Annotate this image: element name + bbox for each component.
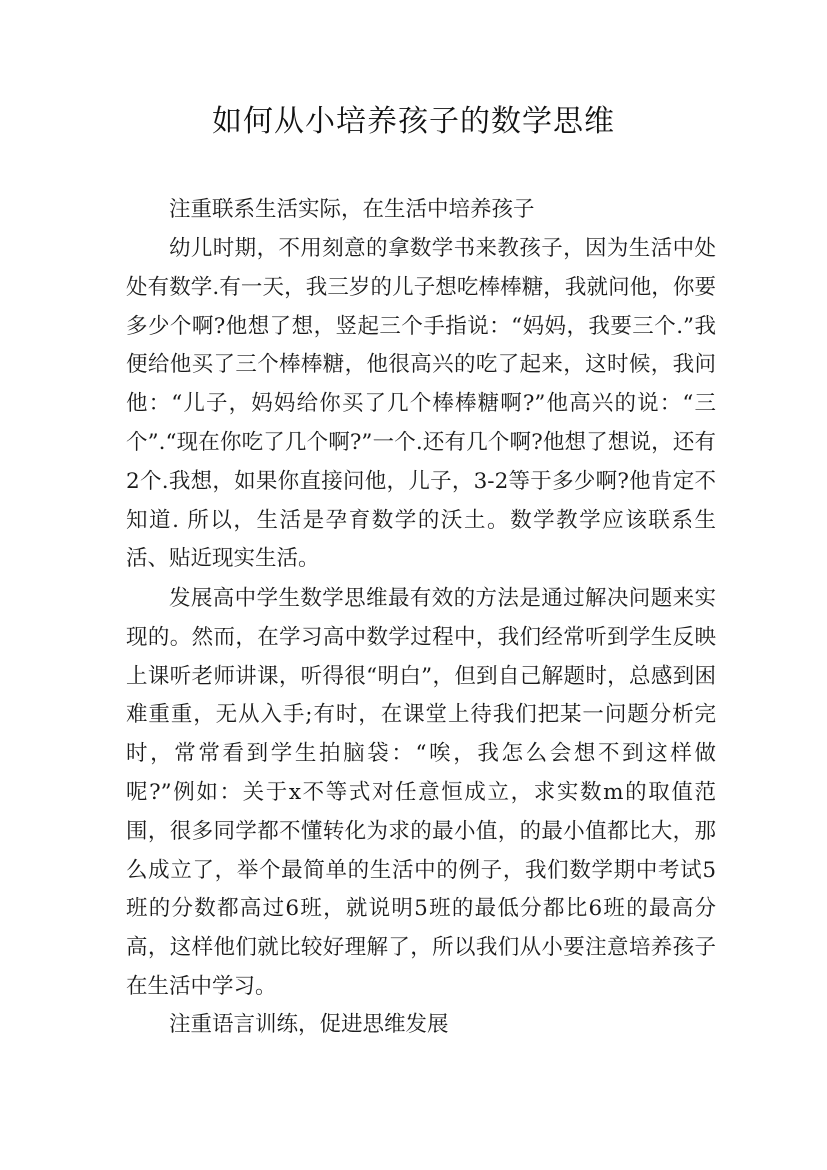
paragraph-2 xyxy=(126,580,716,1007)
paragraph-2-text: 发展高中学生数学思维最有效的方法是通过解决问题来实现的。然而，在学习高中数学过程中，我们经常听到学生反映上课听老师讲课，听得很“明白”，但到自己解题时，总感到困难重重，无从入手;有时，在课堂上待我们把某一问题分析完时，常常看到学生拍脑袋：“唉，我怎么会想不到这样做呢?”例如：关于x不等式对任意恒成立，求实数m的取值范围，很多同学都不懂转化为求的最小值，的最小值都比大，那么成立了，举个最简单的生活中的例子，我们数学期中考试5班的分数都高过6班，就说明5班的最低分都比6班的最高分高，这样他们就比较好理解了，所以我们从小要注意培养孩子在生活中学习。 xyxy=(126,586,716,999)
paragraph-1 xyxy=(126,230,716,579)
section-heading-1 xyxy=(126,191,716,230)
section-heading-2-text: 注重语言训练，促进思维发展 xyxy=(169,1012,449,1037)
section-heading-2 xyxy=(126,1006,716,1045)
document-title: 如何从小培养孩子的数学思维 xyxy=(212,104,615,139)
section-heading-1-text: 注重联系生活实际，在生活中培养孩子 xyxy=(169,197,535,222)
paragraph-1-text: 幼儿时期，不用刻意的拿数学书来教孩子，因为生活中处处有数学.有一天，我三岁的儿子想吃棒棒糖，我就问他，你要多少个啊?他想了想，竖起三个手指说：“妈妈，我要三个.”我便给他买了三个棒棒糖，他很高兴的吃了起来，这时候，我问他：“儿子，妈妈给你买了几个棒棒糖啊?”他高兴的说：“三个”.“现在你吃了几个啊?”一个.还有几个啊?他想了想说，还有2个.我想，如果你直接问他，儿子，3-2等于多少啊?他肯定不知道. 所以，生活是孕育数学的沃土。数学教学应该联系生活、贴近现实生活。 xyxy=(126,236,716,572)
